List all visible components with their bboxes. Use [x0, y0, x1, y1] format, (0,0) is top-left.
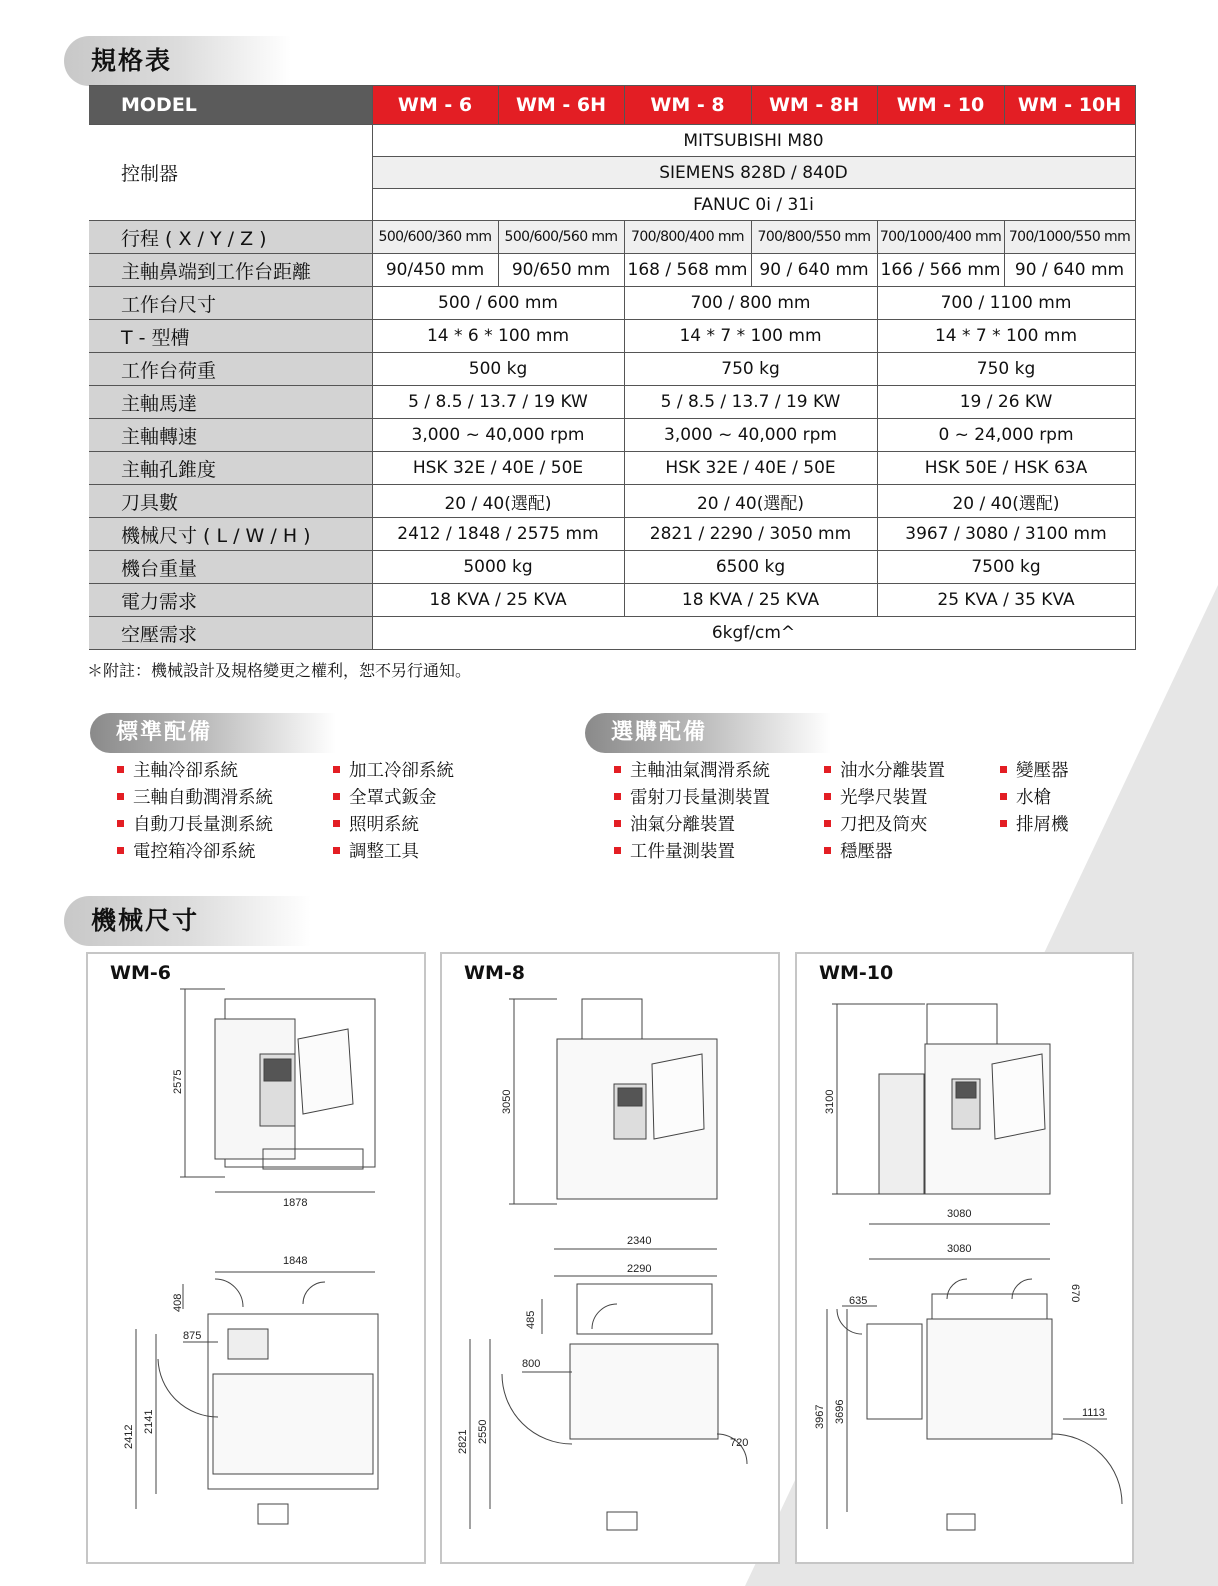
row-label: 主軸馬達: [89, 386, 372, 419]
optional-list-col2: [824, 758, 945, 866]
door-label: 485: [525, 1310, 537, 1329]
length-label: 2821: [457, 1429, 469, 1454]
table-cell: 20 / 40(選配): [877, 485, 1135, 518]
list-item: 三軸自動潤滑系統: [117, 785, 273, 812]
table-cell: 14 * 7 * 100 mm: [624, 320, 877, 353]
table-cell: 90 / 640 mm: [1004, 254, 1135, 287]
spec-footnote: ＊附註：機械設計及規格變更之權利，恕不另行通知。: [87, 661, 472, 680]
table-cell: 700 / 1100 mm: [877, 287, 1135, 320]
row-label: 工作台荷重: [89, 353, 372, 386]
model-header-cell: WM - 10H: [1004, 86, 1135, 125]
table-cell: 5000 kg: [372, 551, 624, 584]
table-cell: 500/600/360 mm: [372, 221, 498, 254]
controller-value: MITSUBISHI M80: [372, 125, 1135, 157]
table-cell: 500 kg: [372, 353, 624, 386]
model-header-cell: WM - 6H: [498, 86, 624, 125]
model-header-cell: WM - 8: [624, 86, 751, 125]
table-row: [89, 353, 1135, 386]
bullet-icon: [614, 793, 621, 800]
side-label: 875: [183, 1330, 202, 1342]
table-cell: HSK 50E / HSK 63A: [877, 452, 1135, 485]
top-width-label: 3080: [947, 1243, 972, 1255]
table-cell: HSK 32E / 40E / 50E: [624, 452, 877, 485]
table-cell: 14 * 6 * 100 mm: [372, 320, 624, 353]
wm10-drawing: [797, 954, 1132, 1562]
table-cell: 5 / 8.5 / 13.7 / 19 KW: [372, 386, 624, 419]
width-label: 2340: [627, 1235, 652, 1247]
table-cell: 20 / 40(選配): [372, 485, 624, 518]
list-item: 電控箱冷卻系統: [117, 839, 273, 866]
bullet-icon: [1000, 793, 1007, 800]
bullet-icon: [333, 766, 340, 773]
table-row: [89, 419, 1135, 452]
model-header-cell: WM - 8H: [751, 86, 877, 125]
row-label: 電力需求: [89, 584, 372, 617]
panel-title: WM-8: [464, 962, 525, 984]
table-cell: 90 / 640 mm: [751, 254, 877, 287]
wm6-drawing: [88, 954, 424, 1562]
length-inner-label: 2141: [143, 1409, 155, 1434]
table-cell: 500 / 600 mm: [372, 287, 624, 320]
table-cell: HSK 32E / 40E / 50E: [372, 452, 624, 485]
list-item: 全罩式鈑金: [333, 785, 454, 812]
table-cell: 20 / 40(選配): [624, 485, 877, 518]
model-header-cell: WM - 6: [372, 86, 498, 125]
table-cell: 750 kg: [877, 353, 1135, 386]
table-cell: 166 / 566 mm: [877, 254, 1004, 287]
dimension-panel-wm8: [440, 952, 780, 1564]
list-item: 油水分離裝置: [824, 758, 945, 785]
table-cell: 6500 kg: [624, 551, 877, 584]
table-row: [89, 125, 1135, 157]
row-label: 工作台尺寸: [89, 287, 372, 320]
table-cell: 700/800/550 mm: [751, 221, 877, 254]
table-cell: 2412 / 1848 / 2575 mm: [372, 518, 624, 551]
table-cell: 7500 kg: [877, 551, 1135, 584]
table-cell: 700/800/400 mm: [624, 221, 751, 254]
list-item: 穩壓器: [824, 839, 945, 866]
table-cell: 18 KVA / 25 KVA: [372, 584, 624, 617]
bullet-icon: [824, 847, 831, 854]
dimension-panel-wm10: [795, 952, 1134, 1564]
width-label: 1878: [283, 1197, 308, 1209]
bullet-icon: [614, 820, 621, 827]
spec-section-title: 規格表: [64, 36, 291, 86]
table-row: [89, 485, 1135, 518]
side-label: 800: [522, 1358, 541, 1370]
bullet-icon: [117, 847, 124, 854]
length-label: 3967: [814, 1404, 826, 1429]
table-cell: 700 / 800 mm: [624, 287, 877, 320]
row-label: T - 型槽: [89, 320, 372, 353]
table-cell: 90/450 mm: [372, 254, 498, 287]
table-cell: 700/1000/550 mm: [1004, 221, 1135, 254]
bullet-icon: [824, 793, 831, 800]
list-item: 主軸冷卻系統: [117, 758, 273, 785]
row-label: 主軸轉速: [89, 419, 372, 452]
length-inner-label: 2550: [477, 1419, 489, 1444]
controller-label: 控制器: [89, 125, 372, 221]
table-cell: 750 kg: [624, 353, 877, 386]
bullet-icon: [614, 766, 621, 773]
spec-table: [89, 85, 1136, 650]
list-item: 工件量測裝置: [614, 839, 770, 866]
bullet-icon: [824, 766, 831, 773]
table-row: [89, 287, 1135, 320]
row-label: 空壓需求: [89, 617, 372, 650]
table-row: [89, 386, 1135, 419]
length-label: 2412: [123, 1424, 135, 1449]
bullet-icon: [1000, 820, 1007, 827]
bullet-icon: [333, 793, 340, 800]
row-label: 機台重量: [89, 551, 372, 584]
list-item: 照明系統: [333, 812, 454, 839]
list-item: 油氣分離裝置: [614, 812, 770, 839]
row-label: 主軸鼻端到工作台距離: [89, 254, 372, 287]
height-label: 3050: [501, 1089, 513, 1114]
list-item: 主軸油氣潤滑系統: [614, 758, 770, 785]
row-label: 機械尺寸 ( L / W / H ): [89, 518, 372, 551]
table-cell: 14 * 7 * 100 mm: [877, 320, 1135, 353]
table-cell: 168 / 568 mm: [624, 254, 751, 287]
extra-label: 1113: [1082, 1407, 1105, 1419]
table-row: [89, 551, 1135, 584]
table-row: [89, 452, 1135, 485]
table-row: [89, 221, 1135, 254]
list-item: 加工冷卻系統: [333, 758, 454, 785]
table-cell: 6kgf/cm^: [372, 617, 1135, 650]
controller-value: FANUC 0i / 31i: [372, 189, 1135, 221]
model-header-cell: WM - 10: [877, 86, 1004, 125]
top-width-label: 2290: [627, 1263, 652, 1275]
bullet-icon: [117, 820, 124, 827]
bullet-icon: [1000, 766, 1007, 773]
controller-value: SIEMENS 828D / 840D: [372, 157, 1135, 189]
side-label: 635: [849, 1295, 868, 1307]
optional-list-col1: [614, 758, 770, 866]
list-item: 排屑機: [1000, 812, 1069, 839]
table-cell: 3967 / 3080 / 3100 mm: [877, 518, 1135, 551]
table-cell: 19 / 26 KW: [877, 386, 1135, 419]
table-cell: 5 / 8.5 / 13.7 / 19 KW: [624, 386, 877, 419]
table-row: [89, 617, 1135, 650]
list-item: 雷射刀長量測裝置: [614, 785, 770, 812]
list-item: 水槍: [1000, 785, 1069, 812]
row-label: 行程 ( X / Y / Z ): [89, 221, 372, 254]
table-row: [89, 518, 1135, 551]
row-label: 刀具數: [89, 485, 372, 518]
table-cell: 25 KVA / 35 KVA: [877, 584, 1135, 617]
standard-list-col2: [333, 758, 454, 866]
table-row: [89, 320, 1135, 353]
top-width-label: 1848: [283, 1255, 308, 1267]
bullet-icon: [614, 847, 621, 854]
bullet-icon: [333, 820, 340, 827]
door-label: 408: [172, 1293, 184, 1312]
extra-label: 720: [730, 1437, 749, 1449]
list-item: 刀把及筒夾: [824, 812, 945, 839]
spec-header-row: [89, 86, 1135, 125]
table-cell: 500/600/560 mm: [498, 221, 624, 254]
bullet-icon: [333, 847, 340, 854]
table-cell: 90/650 mm: [498, 254, 624, 287]
model-header-label: MODEL: [89, 86, 372, 125]
list-item: 調整工具: [333, 839, 454, 866]
list-item: 變壓器: [1000, 758, 1069, 785]
panel-title: WM-6: [110, 962, 171, 984]
standard-list-col1: [117, 758, 273, 866]
row-label: 主軸孔錐度: [89, 452, 372, 485]
bullet-icon: [117, 766, 124, 773]
list-item: 自動刀長量測系統: [117, 812, 273, 839]
table-cell: 0 ~ 24,000 rpm: [877, 419, 1135, 452]
table-cell: 700/1000/400 mm: [877, 221, 1004, 254]
bullet-icon: [824, 820, 831, 827]
height-label: 3100: [824, 1089, 836, 1114]
table-row: [89, 254, 1135, 287]
dimension-panel-wm6: [86, 952, 426, 1564]
panel-title: WM-10: [819, 962, 894, 984]
width-label: 3080: [947, 1208, 972, 1220]
optional-equipment-title: 選購配備: [585, 713, 831, 753]
bullet-icon: [117, 793, 124, 800]
optional-list-col3: [1000, 758, 1069, 839]
dimension-section-title: 機械尺寸: [64, 896, 311, 946]
standard-equipment-title: 標準配備: [90, 713, 336, 753]
list-item: 光學尺裝置: [824, 785, 945, 812]
table-cell: 2821 / 2290 / 3050 mm: [624, 518, 877, 551]
table-cell: 3,000 ~ 40,000 rpm: [372, 419, 624, 452]
table-cell: 3,000 ~ 40,000 rpm: [624, 419, 877, 452]
length-inner-label: 3696: [834, 1399, 846, 1424]
wm8-drawing: [442, 954, 778, 1562]
table-row: [89, 584, 1135, 617]
door-label: 670: [1069, 1284, 1081, 1303]
table-cell: 18 KVA / 25 KVA: [624, 584, 877, 617]
height-label: 2575: [172, 1069, 184, 1094]
